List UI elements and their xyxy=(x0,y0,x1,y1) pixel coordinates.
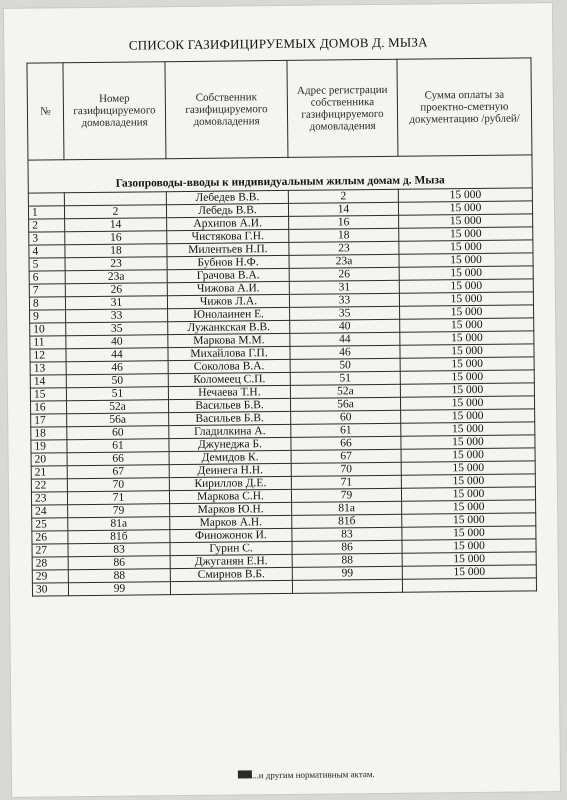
num-cell: 17 xyxy=(31,414,67,427)
owner-cell: Юнолаинен Е. xyxy=(168,307,290,321)
sum-cell: 15 000 xyxy=(399,266,533,280)
num-cell: 19 xyxy=(31,440,67,453)
address-cell: 23 xyxy=(289,241,399,255)
address-cell: 51 xyxy=(290,371,400,385)
house-cell: 46 xyxy=(66,361,168,375)
owner-cell: Лебедь В.В. xyxy=(166,203,288,217)
sum-cell: 15 000 xyxy=(402,526,536,540)
sum-cell: 15 000 xyxy=(400,305,534,319)
address-cell: 99 xyxy=(292,566,402,580)
address-cell: 33 xyxy=(289,293,399,307)
address-cell: 26 xyxy=(289,267,399,281)
house-cell: 79 xyxy=(68,504,170,518)
num-cell: 6 xyxy=(29,271,65,284)
owner-cell: Васильев Б.В. xyxy=(169,411,291,425)
house-cell: 99 xyxy=(68,582,170,596)
owner-cell: Коломеец С.П. xyxy=(168,372,290,386)
sum-cell: 15 000 xyxy=(402,552,536,566)
redaction-mark xyxy=(238,770,252,778)
owner-cell: Джуганян Е.Н. xyxy=(170,554,292,568)
owner-cell: Деинега Н.Н. xyxy=(169,463,291,477)
sum-cell: 15 000 xyxy=(400,331,534,345)
house-cell: 2 xyxy=(64,205,166,219)
house-cell: 86 xyxy=(68,556,170,570)
num-cell: 11 xyxy=(30,336,66,349)
address-cell: 52а xyxy=(290,384,400,398)
sum-cell: 15 000 xyxy=(401,448,535,462)
scanned-page xyxy=(4,3,560,797)
house-cell: 51 xyxy=(66,387,168,401)
sum-cell: 15 000 xyxy=(398,188,532,202)
house-cell: 35 xyxy=(66,322,168,336)
house-cell: 66 xyxy=(67,452,169,466)
house-cell: 83 xyxy=(68,543,170,557)
num-cell: 15 xyxy=(30,388,66,401)
num-cell: 20 xyxy=(31,453,67,466)
num-cell: 14 xyxy=(30,375,66,388)
num-cell: 13 xyxy=(30,362,66,375)
sum-cell: 15 000 xyxy=(401,409,535,423)
sum-cell: 15 000 xyxy=(402,539,536,553)
sum-cell: 15 000 xyxy=(400,357,534,371)
house-cell: 81а xyxy=(68,517,170,531)
house-cell: 40 xyxy=(66,335,168,349)
house-cell: 23 xyxy=(65,257,167,271)
address-cell: 71 xyxy=(291,475,401,489)
address-cell: 88 xyxy=(292,553,402,567)
owner-cell: Лебедев В.В. xyxy=(166,190,288,204)
num-cell: 12 xyxy=(30,349,66,362)
header-owner: Собственник газифицируемого домовладения xyxy=(165,60,288,158)
sum-cell: 15 000 xyxy=(401,474,535,488)
owner-cell: Демидов К. xyxy=(169,450,291,464)
house-cell: 16 xyxy=(65,231,167,245)
address-cell: 66 xyxy=(291,436,401,450)
sum-cell: 15 000 xyxy=(402,500,536,514)
num-cell: 1 xyxy=(28,206,64,219)
owner-cell xyxy=(170,580,292,594)
sum-cell: 15 000 xyxy=(401,435,535,449)
section-title: Газопроводы-вводы к индивидуальным жилым домам д. Мыза xyxy=(28,155,532,193)
table-header-row xyxy=(27,58,532,160)
address-cell: 14 xyxy=(288,202,398,216)
num-cell: 5 xyxy=(29,258,65,271)
num-cell: 22 xyxy=(31,479,67,492)
owner-cell: Соколова В.А. xyxy=(168,359,290,373)
owner-cell: Гурин С. xyxy=(170,541,292,555)
address-cell: 35 xyxy=(290,306,400,320)
owner-cell: Маркова С.Н. xyxy=(169,489,291,503)
address-cell: 18 xyxy=(289,228,399,242)
num-cell: 30 xyxy=(32,583,68,596)
sum-cell: 15 000 xyxy=(402,513,536,527)
owner-cell: Михайлова Г.П. xyxy=(168,346,290,360)
house-cell: 18 xyxy=(65,244,167,258)
address-cell: 44 xyxy=(290,332,400,346)
sum-cell: 15 000 xyxy=(399,214,533,228)
house-cell: 52а xyxy=(66,400,168,414)
address-cell: 2 xyxy=(288,189,398,203)
owner-cell: Чижова А.И. xyxy=(167,281,289,295)
owner-cell: Гладилкина А. xyxy=(169,424,291,438)
num-cell: 21 xyxy=(31,466,67,479)
house-cell: 26 xyxy=(65,283,167,297)
house-cell: 61 xyxy=(67,439,169,453)
header-sum: Сумма оплаты за проектно-сметную документацию /рублей/ xyxy=(397,58,532,156)
address-cell: 81а xyxy=(292,501,402,515)
sum-cell: 15 000 xyxy=(399,240,533,254)
address-cell: 46 xyxy=(290,345,400,359)
owner-cell: Марков А.Н. xyxy=(170,515,292,529)
owner-cell: Кириллов Д.Е. xyxy=(169,476,291,490)
owner-cell: Маркова М.М. xyxy=(168,333,290,347)
num-cell: 3 xyxy=(29,232,65,245)
address-cell: 61 xyxy=(291,423,401,437)
sum-cell: 15 000 xyxy=(399,253,533,267)
num-cell: 25 xyxy=(32,518,68,531)
owner-cell: Лужанкская В.В. xyxy=(168,320,290,334)
house-cell: 60 xyxy=(67,426,169,440)
house-cell: 71 xyxy=(67,491,169,505)
header-address: Адрес регистрации собственника газифицируемого домовладения xyxy=(287,59,398,157)
num-cell: 16 xyxy=(30,401,66,414)
owner-cell: Грачова В.А. xyxy=(167,268,289,282)
owner-cell: Васильев Б.В. xyxy=(168,398,290,412)
address-cell: 70 xyxy=(291,462,401,476)
address-cell: 56а xyxy=(290,397,400,411)
num-cell: 10 xyxy=(30,323,66,336)
header-house-number: Номер газифицируемого домовладения xyxy=(63,62,166,160)
num-cell: 18 xyxy=(31,427,67,440)
address-cell: 50 xyxy=(290,358,400,372)
sum-cell: 15 000 xyxy=(400,396,534,410)
house-cell: 81б xyxy=(68,530,170,544)
address-cell: 31 xyxy=(289,280,399,294)
address-cell: 81б xyxy=(292,514,402,528)
sum-cell: 15 000 xyxy=(401,487,535,501)
house-cell: 70 xyxy=(67,478,169,492)
sum-cell: 15 000 xyxy=(399,279,533,293)
owner-cell: Бубнов Н.Ф. xyxy=(167,255,289,269)
address-cell: 79 xyxy=(291,488,401,502)
owner-cell: Чижов Л.А. xyxy=(167,294,289,308)
owner-cell: Архипов А.И. xyxy=(167,216,289,230)
num-cell: 26 xyxy=(32,531,68,544)
sum-cell: 15 000 xyxy=(400,318,534,332)
page-title: СПИСОК ГАЗИФИЦИРУЕМЫХ ДОМОВ Д. МЫЗА xyxy=(128,34,428,53)
num-cell: 4 xyxy=(29,245,65,258)
num-cell: 8 xyxy=(29,297,65,310)
sum-cell: 15 000 xyxy=(400,370,534,384)
owner-cell: Нечаева Т.Н. xyxy=(168,385,290,399)
num-cell: 7 xyxy=(29,284,65,297)
address-cell xyxy=(292,579,402,593)
num-cell: 27 xyxy=(32,544,68,557)
address-cell: 23а xyxy=(289,254,399,268)
owner-cell: Джунеджа Б. xyxy=(169,437,291,451)
house-cell: 14 xyxy=(65,218,167,232)
house-cell: 23а xyxy=(65,270,167,284)
footer-text: ...и другим нормативным актам. xyxy=(251,769,375,781)
house-cell: 67 xyxy=(67,465,169,479)
sum-cell: 15 000 xyxy=(400,344,534,358)
sum-cell xyxy=(402,578,536,592)
num-cell: 23 xyxy=(31,492,67,505)
address-cell: 40 xyxy=(290,319,400,333)
address-cell: 86 xyxy=(292,540,402,554)
owner-cell: Финожонок И. xyxy=(170,528,292,542)
owner-cell: Смирнов В.Б. xyxy=(170,567,292,581)
section-row xyxy=(28,155,532,193)
houses-table xyxy=(26,57,537,596)
house-cell: 33 xyxy=(66,309,168,323)
sum-cell: 15 000 xyxy=(399,292,533,306)
sum-cell: 15 000 xyxy=(401,461,535,475)
house-cell: 44 xyxy=(66,348,168,362)
address-cell: 67 xyxy=(291,449,401,463)
num-cell: 24 xyxy=(32,505,68,518)
address-cell: 16 xyxy=(289,215,399,229)
sum-cell: 15 000 xyxy=(398,201,532,215)
sum-cell: 15 000 xyxy=(400,383,534,397)
sum-cell: 15 000 xyxy=(401,422,535,436)
address-cell: 60 xyxy=(291,410,401,424)
house-cell: 88 xyxy=(68,569,170,583)
house-cell: 31 xyxy=(65,296,167,310)
owner-cell: Марков Ю.Н. xyxy=(170,502,292,516)
num-cell: 28 xyxy=(32,557,68,570)
sum-cell: 15 000 xyxy=(399,227,533,241)
sum-cell: 15 000 xyxy=(402,565,536,579)
num-cell: 29 xyxy=(32,570,68,583)
header-number: № xyxy=(27,63,64,160)
owner-cell: Чистякова Г.Н. xyxy=(167,229,289,243)
num-cell: 9 xyxy=(30,310,66,323)
num-cell: 2 xyxy=(29,219,65,232)
address-cell: 83 xyxy=(292,527,402,541)
house-cell: 50 xyxy=(66,374,168,388)
owner-cell: Милентьев Н.П. xyxy=(167,242,289,256)
house-cell: 56а xyxy=(67,413,169,427)
